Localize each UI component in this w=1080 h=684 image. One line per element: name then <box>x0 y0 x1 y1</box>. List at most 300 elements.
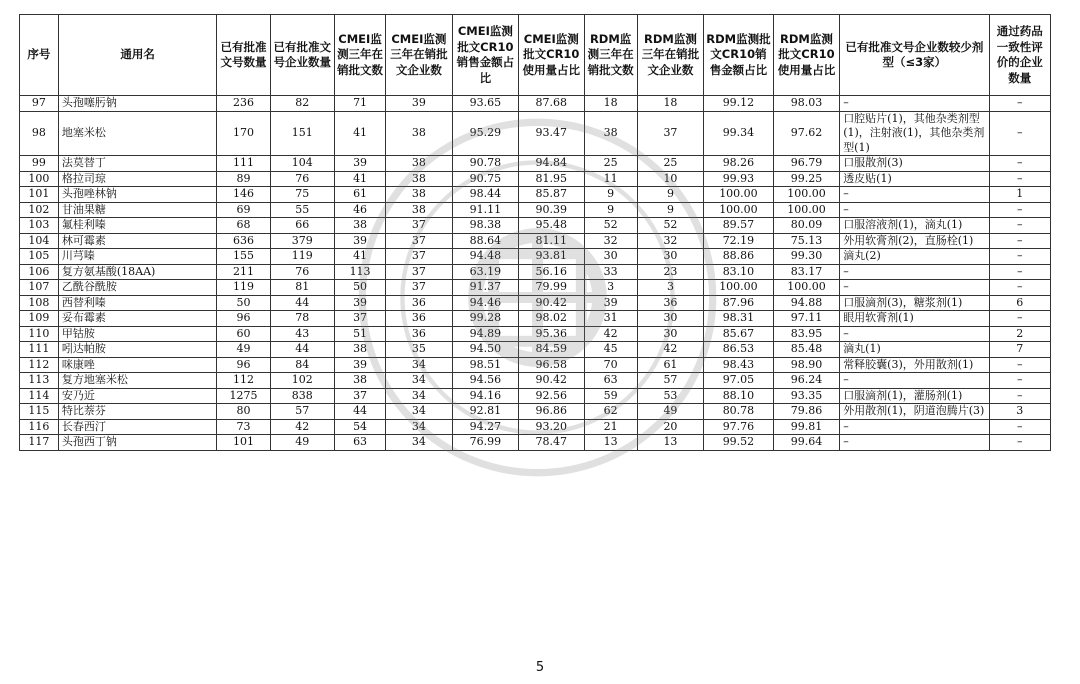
table-cell: – <box>989 435 1050 451</box>
table-cell: 7 <box>989 342 1050 358</box>
table-cell: – <box>989 156 1050 172</box>
table-cell: 39 <box>386 96 452 112</box>
table-cell: 特比萘芬 <box>58 404 217 420</box>
table-cell: – <box>840 187 989 203</box>
table-cell: – <box>840 373 989 389</box>
table-cell: 49 <box>270 435 334 451</box>
table-cell: 30 <box>637 326 703 342</box>
table-cell: 37 <box>637 111 703 156</box>
table-cell: 33 <box>584 264 637 280</box>
table-cell: 3 <box>989 404 1050 420</box>
table-row <box>20 202 1051 218</box>
column-header: 序号 <box>20 15 59 96</box>
table-cell: 法莫替丁 <box>58 156 217 172</box>
table-cell: – <box>989 233 1050 249</box>
table-cell: 109 <box>20 311 59 327</box>
table-cell: 透皮贴(1) <box>840 171 989 187</box>
table-cell: 63 <box>584 373 637 389</box>
table-cell: 37 <box>386 249 452 265</box>
table-cell: 口服滴剂(3)，糖浆剂(1) <box>840 295 989 311</box>
table-cell: 39 <box>335 295 386 311</box>
table-cell: 39 <box>584 295 637 311</box>
table-cell: 41 <box>335 111 386 156</box>
table-cell: 83.95 <box>773 326 839 342</box>
table-cell: – <box>840 435 989 451</box>
table-cell: 98.26 <box>704 156 774 172</box>
table-cell: 44 <box>335 404 386 420</box>
table-row <box>20 280 1051 296</box>
table-cell: 49 <box>637 404 703 420</box>
table-cell: 34 <box>386 404 452 420</box>
table-row <box>20 218 1051 234</box>
table-cell: 94.48 <box>452 249 518 265</box>
table-cell: 99.52 <box>704 435 774 451</box>
table-cell: 80 <box>217 404 270 420</box>
table-cell: – <box>989 373 1050 389</box>
table-cell: 85.87 <box>519 187 584 203</box>
table-cell: 85.67 <box>704 326 774 342</box>
table-cell: 38 <box>386 156 452 172</box>
table-cell: 71 <box>335 96 386 112</box>
table-cell: 西替利嗪 <box>58 295 217 311</box>
table-cell: 46 <box>335 202 386 218</box>
table-cell: – <box>989 311 1050 327</box>
table-cell: 90.75 <box>452 171 518 187</box>
table-cell: – <box>989 111 1050 156</box>
table-row <box>20 419 1051 435</box>
table-row <box>20 373 1051 389</box>
table-cell: 111 <box>217 156 270 172</box>
table-cell: 96 <box>217 311 270 327</box>
table-cell: 52 <box>584 218 637 234</box>
table-cell: 99.30 <box>773 249 839 265</box>
table-cell: 滴丸(1) <box>840 342 989 358</box>
table-cell: 103 <box>20 218 59 234</box>
table-cell: 113 <box>20 373 59 389</box>
table-cell: 99.81 <box>773 419 839 435</box>
column-header: RDM监测三年在销批文企业数 <box>637 15 703 96</box>
table-cell: 73 <box>217 419 270 435</box>
table-cell: 44 <box>270 295 334 311</box>
table-cell: 63 <box>335 435 386 451</box>
table-cell: – <box>989 96 1050 112</box>
table-cell: 37 <box>335 388 386 404</box>
table-cell: 34 <box>386 373 452 389</box>
table-cell: 95.48 <box>519 218 584 234</box>
table-cell: 113 <box>335 264 386 280</box>
table-cell: 42 <box>637 342 703 358</box>
table-cell: 76 <box>270 171 334 187</box>
table-cell: 101 <box>20 187 59 203</box>
table-cell: 79.99 <box>519 280 584 296</box>
table-cell: 79.86 <box>773 404 839 420</box>
table-cell: 口服滴剂(1)，灌肠剂(1) <box>840 388 989 404</box>
table-cell: 170 <box>217 111 270 156</box>
table-cell: 98.43 <box>704 357 774 373</box>
table-cell: 62 <box>584 404 637 420</box>
table-cell: 39 <box>335 357 386 373</box>
table-cell: 36 <box>386 295 452 311</box>
table-cell: 55 <box>270 202 334 218</box>
table-cell: 21 <box>584 419 637 435</box>
table-cell: 98 <box>20 111 59 156</box>
table-cell: 37 <box>386 280 452 296</box>
table-cell: – <box>840 264 989 280</box>
table-cell: 98.02 <box>519 311 584 327</box>
table-cell: 外用软膏剂(2)，直肠栓(1) <box>840 233 989 249</box>
table-cell: 83.10 <box>704 264 774 280</box>
table-cell: 96.86 <box>519 404 584 420</box>
table-row <box>20 249 1051 265</box>
table-cell: 20 <box>637 419 703 435</box>
table-cell: – <box>989 280 1050 296</box>
table-cell: 81.95 <box>519 171 584 187</box>
table-cell: 6 <box>989 295 1050 311</box>
table-cell: 838 <box>270 388 334 404</box>
column-header: RDM监测批文CR10销售金额占比 <box>704 15 774 96</box>
table-cell: 94.16 <box>452 388 518 404</box>
table-cell: 99.12 <box>704 96 774 112</box>
table-cell: 96.79 <box>773 156 839 172</box>
table-cell: 110 <box>20 326 59 342</box>
table-cell: 80.09 <box>773 218 839 234</box>
table-cell: 安乃近 <box>58 388 217 404</box>
table-cell: 97.76 <box>704 419 774 435</box>
table-cell: 13 <box>584 435 637 451</box>
table-cell: 78.47 <box>519 435 584 451</box>
column-header: RDM监测三年在销批文数 <box>584 15 637 96</box>
table-cell: 86.53 <box>704 342 774 358</box>
table-cell: 妥布霉素 <box>58 311 217 327</box>
table-cell: – <box>989 171 1050 187</box>
table-cell: 36 <box>386 326 452 342</box>
table-cell: 94.88 <box>773 295 839 311</box>
document-page <box>19 14 1051 451</box>
table-cell: 90.78 <box>452 156 518 172</box>
table-cell: 96.24 <box>773 373 839 389</box>
table-cell: 116 <box>20 419 59 435</box>
table-cell: 100.00 <box>773 202 839 218</box>
table-cell: – <box>989 202 1050 218</box>
table-cell: 76.99 <box>452 435 518 451</box>
table-cell: 31 <box>584 311 637 327</box>
table-cell: 98.51 <box>452 357 518 373</box>
table-cell: 146 <box>217 187 270 203</box>
table-cell: 87.68 <box>519 96 584 112</box>
table-cell: 72.19 <box>704 233 774 249</box>
table-cell: 105 <box>20 249 59 265</box>
table-row <box>20 171 1051 187</box>
table-row <box>20 187 1051 203</box>
table-cell: 长春西汀 <box>58 419 217 435</box>
table-header <box>20 15 1051 96</box>
table-cell: 98.44 <box>452 187 518 203</box>
table-cell: 外用散剂(1)，阴道泡腾片(3) <box>840 404 989 420</box>
table-cell: 9 <box>584 187 637 203</box>
table-cell: 84 <box>270 357 334 373</box>
table-cell: 94.50 <box>452 342 518 358</box>
table-cell: 88.10 <box>704 388 774 404</box>
table-row <box>20 295 1051 311</box>
table-cell: 97 <box>20 96 59 112</box>
table-cell: – <box>840 96 989 112</box>
table-cell: 91.11 <box>452 202 518 218</box>
column-header: 已有批准文号数量 <box>217 15 270 96</box>
table-cell: 93.81 <box>519 249 584 265</box>
table-cell: 98.38 <box>452 218 518 234</box>
table-cell: 50 <box>335 280 386 296</box>
table-cell: 25 <box>637 156 703 172</box>
table-cell: 92.81 <box>452 404 518 420</box>
table-cell: 38 <box>335 342 386 358</box>
table-cell: 107 <box>20 280 59 296</box>
table-cell: 100.00 <box>704 187 774 203</box>
table-cell: 咪康唑 <box>58 357 217 373</box>
table-cell: 34 <box>386 388 452 404</box>
table-cell: 90.42 <box>519 373 584 389</box>
table-cell: 93.20 <box>519 419 584 435</box>
table-cell: 39 <box>335 233 386 249</box>
table-cell: 吲达帕胺 <box>58 342 217 358</box>
table-cell: 108 <box>20 295 59 311</box>
table-cell: 119 <box>270 249 334 265</box>
table-cell: 常释胶囊(3)，外用散剂(1) <box>840 357 989 373</box>
table-row <box>20 156 1051 172</box>
table-cell: 3 <box>637 280 703 296</box>
table-cell: – <box>989 388 1050 404</box>
table-cell: 99.64 <box>773 435 839 451</box>
table-cell: 口服散剂(3) <box>840 156 989 172</box>
column-header: 已有批准文号企业数较少剂型（≤3家） <box>840 15 989 96</box>
table-cell: 98.03 <box>773 96 839 112</box>
table-cell: 34 <box>386 435 452 451</box>
table-cell: 81 <box>270 280 334 296</box>
table-cell: 42 <box>270 419 334 435</box>
table-cell: 41 <box>335 249 386 265</box>
table-cell: 100.00 <box>704 202 774 218</box>
table-cell: 37 <box>386 233 452 249</box>
table-cell: 75 <box>270 187 334 203</box>
table-cell: 111 <box>20 342 59 358</box>
table-cell: 84.59 <box>519 342 584 358</box>
table-cell: 100.00 <box>773 187 839 203</box>
table-cell: 38 <box>386 202 452 218</box>
table-cell: 112 <box>217 373 270 389</box>
table-cell: 51 <box>335 326 386 342</box>
table-cell: 9 <box>584 202 637 218</box>
table-cell: 98.31 <box>704 311 774 327</box>
table-cell: 38 <box>386 111 452 156</box>
table-cell: 78 <box>270 311 334 327</box>
table-cell: 211 <box>217 264 270 280</box>
column-header: CMEI监测三年在销批文企业数 <box>386 15 452 96</box>
table-cell: 60 <box>217 326 270 342</box>
table-cell: 25 <box>584 156 637 172</box>
table-cell: 94.89 <box>452 326 518 342</box>
table-cell: 81.11 <box>519 233 584 249</box>
table-cell: 38 <box>386 187 452 203</box>
column-header: 通用名 <box>58 15 217 96</box>
table-cell: 54 <box>335 419 386 435</box>
table-cell: 复方氨基酸(18AA) <box>58 264 217 280</box>
table-cell: 101 <box>217 435 270 451</box>
table-cell: 636 <box>217 233 270 249</box>
table-cell: 57 <box>637 373 703 389</box>
table-cell: 63.19 <box>452 264 518 280</box>
table-cell: 155 <box>217 249 270 265</box>
table-cell: 104 <box>20 233 59 249</box>
table-cell: 18 <box>584 96 637 112</box>
table-cell: 38 <box>335 373 386 389</box>
table-cell: 43 <box>270 326 334 342</box>
table-cell: 44 <box>270 342 334 358</box>
table-cell: 91.37 <box>452 280 518 296</box>
table-row <box>20 404 1051 420</box>
table-cell: 97.11 <box>773 311 839 327</box>
table-cell: 57 <box>270 404 334 420</box>
table-cell: 94.56 <box>452 373 518 389</box>
table-cell: 38 <box>584 111 637 156</box>
table-cell: 102 <box>20 202 59 218</box>
table-cell: 氟桂利嗪 <box>58 218 217 234</box>
table-cell: 102 <box>270 373 334 389</box>
table-cell: 川芎嗪 <box>58 249 217 265</box>
table-cell: 甘油果糖 <box>58 202 217 218</box>
table-row <box>20 264 1051 280</box>
table-row <box>20 342 1051 358</box>
table-cell: 99.34 <box>704 111 774 156</box>
table-cell: 82 <box>270 96 334 112</box>
table-cell: 37 <box>335 311 386 327</box>
table-cell: 115 <box>20 404 59 420</box>
table-cell: 61 <box>637 357 703 373</box>
table-cell: 85.48 <box>773 342 839 358</box>
table-cell: 68 <box>217 218 270 234</box>
table-cell: 1275 <box>217 388 270 404</box>
table-cell: 口服溶液剂(1)，滴丸(1) <box>840 218 989 234</box>
table-cell: 94.27 <box>452 419 518 435</box>
column-header: CMEI监测批文CR10使用量占比 <box>519 15 584 96</box>
column-header: RDM监测批文CR10使用量占比 <box>773 15 839 96</box>
table-cell: 42 <box>584 326 637 342</box>
table-cell: 30 <box>637 249 703 265</box>
table-cell: 97.62 <box>773 111 839 156</box>
table-cell: 滴丸(2) <box>840 249 989 265</box>
table-cell: 83.17 <box>773 264 839 280</box>
table-cell: 99.25 <box>773 171 839 187</box>
table-cell: 69 <box>217 202 270 218</box>
table-cell: 头孢唑林钠 <box>58 187 217 203</box>
table-cell: 87.96 <box>704 295 774 311</box>
table-cell: 100.00 <box>773 280 839 296</box>
table-cell: 97.05 <box>704 373 774 389</box>
table-row <box>20 233 1051 249</box>
table-cell: – <box>840 419 989 435</box>
table-cell: – <box>840 326 989 342</box>
table-cell: 56.16 <box>519 264 584 280</box>
table-cell: 236 <box>217 96 270 112</box>
table-cell: 89 <box>217 171 270 187</box>
table-cell: 口腔贴片(1)，其他杂类剂型(1)，注射液(1)，其他杂类剂型(1) <box>840 111 989 156</box>
table-cell: 9 <box>637 187 703 203</box>
table-cell: 头孢噻肟钠 <box>58 96 217 112</box>
table-cell: 379 <box>270 233 334 249</box>
table-cell: 95.29 <box>452 111 518 156</box>
table-cell: 117 <box>20 435 59 451</box>
table-cell: 93.47 <box>519 111 584 156</box>
table-cell: 100.00 <box>704 280 774 296</box>
table-cell: 34 <box>386 357 452 373</box>
table-cell: 甲钴胺 <box>58 326 217 342</box>
table-row <box>20 311 1051 327</box>
table-cell: 89.57 <box>704 218 774 234</box>
table-cell: 2 <box>989 326 1050 342</box>
page-number: 5 <box>535 660 545 675</box>
table-cell: 11 <box>584 171 637 187</box>
table-cell: 39 <box>335 156 386 172</box>
table-cell: 37 <box>386 218 452 234</box>
table-cell: 99.93 <box>704 171 774 187</box>
table-cell: 13 <box>637 435 703 451</box>
table-cell: 61 <box>335 187 386 203</box>
table-cell: 1 <box>989 187 1050 203</box>
table-cell: 38 <box>386 171 452 187</box>
table-cell: 94.46 <box>452 295 518 311</box>
table-row <box>20 435 1051 451</box>
table-cell: 88.64 <box>452 233 518 249</box>
drug-data-table <box>19 14 1051 451</box>
table-cell: 96 <box>217 357 270 373</box>
table-cell: 92.56 <box>519 388 584 404</box>
table-cell: 88.86 <box>704 249 774 265</box>
table-cell: – <box>989 357 1050 373</box>
table-cell: 23 <box>637 264 703 280</box>
table-cell: 32 <box>637 233 703 249</box>
table-cell: 36 <box>637 295 703 311</box>
column-header: CMEI监测批文CR10销售金额占比 <box>452 15 518 96</box>
table-cell: 93.65 <box>452 96 518 112</box>
table-cell: 90.39 <box>519 202 584 218</box>
table-cell: 林可霉素 <box>58 233 217 249</box>
table-cell: 36 <box>386 311 452 327</box>
table-cell: 90.42 <box>519 295 584 311</box>
table-cell: 100 <box>20 171 59 187</box>
table-cell: 151 <box>270 111 334 156</box>
table-cell: 93.35 <box>773 388 839 404</box>
table-cell: 112 <box>20 357 59 373</box>
table-cell: 104 <box>270 156 334 172</box>
table-cell: 50 <box>217 295 270 311</box>
table-cell: 38 <box>335 218 386 234</box>
table-cell: 32 <box>584 233 637 249</box>
table-cell: 18 <box>637 96 703 112</box>
table-cell: 眼用软膏剂(1) <box>840 311 989 327</box>
table-cell: – <box>840 202 989 218</box>
table-cell: 9 <box>637 202 703 218</box>
column-header: 已有批准文号企业数量 <box>270 15 334 96</box>
table-cell: – <box>840 280 989 296</box>
table-cell: 41 <box>335 171 386 187</box>
table-cell: 94.84 <box>519 156 584 172</box>
table-cell: 99 <box>20 156 59 172</box>
table-cell: 66 <box>270 218 334 234</box>
column-header: CMEI监测三年在销批文数 <box>335 15 386 96</box>
table-row <box>20 326 1051 342</box>
table-cell: – <box>989 264 1050 280</box>
table-cell: 45 <box>584 342 637 358</box>
table-cell: 53 <box>637 388 703 404</box>
table-cell: 37 <box>386 264 452 280</box>
